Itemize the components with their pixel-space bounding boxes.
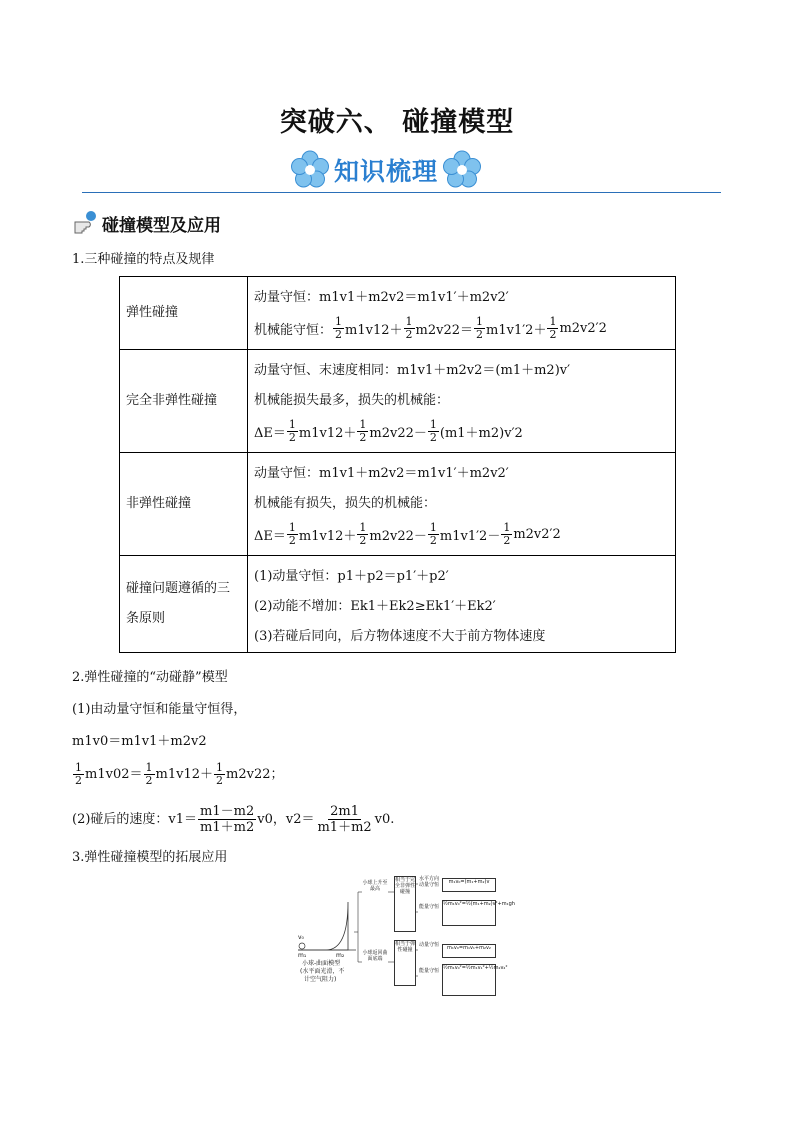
lower-r2-eq: ½m₁v₀²=½m₁v₁²+½m₂v₂²	[442, 964, 496, 996]
lower-r1-label: 动量守恒	[418, 942, 440, 958]
label-v0: v₀	[298, 934, 304, 941]
lower-r2-label: 能量守恒	[418, 968, 440, 984]
fraction: $\frac{1}{2}$	[216, 761, 223, 787]
table-cell-line: (3)若碰后同向，后方物体速度不大于前方物体速度	[254, 628, 546, 644]
upper-r1-eq: m₁v₀=(m₁+m₂)v	[442, 878, 496, 892]
fraction: $\frac{2m1}{m1+m2}$	[317, 804, 372, 835]
table-row	[120, 350, 676, 453]
table-cell-line: (2)动能不增加：Ek1＋Ek2≥Ek1′＋Ek2′	[254, 598, 496, 614]
model-caption: (水平面光滑，不	[300, 968, 345, 975]
header-rule	[82, 192, 721, 193]
upper-r2-eq: ½m₁v₀²=½(m₁+m₂)v²+m₁gh	[442, 900, 496, 926]
fraction: $\frac{1}{2}$	[359, 417, 367, 444]
fraction: $\frac{1}{2}$	[429, 417, 437, 444]
model-caption: 计空气阻力)	[304, 976, 337, 983]
table-cell-line: 机械能有损失，损失的机械能：	[254, 495, 437, 511]
fraction: $\frac{1}{2}$	[503, 520, 511, 547]
table-row	[120, 556, 676, 653]
case-lower: 小球返回曲面底端	[362, 950, 388, 974]
banner-title: 知识梳理	[334, 157, 439, 186]
row-label: 非弹性碰撞	[120, 453, 248, 556]
paragraph-1: 1.三种碰撞的特点及规律	[72, 252, 215, 267]
collision-table	[119, 276, 676, 653]
section-banner	[290, 148, 482, 192]
table-row	[120, 453, 676, 556]
extension-model-diagram	[296, 872, 515, 998]
row-label: 完全非弹性碰撞	[120, 350, 248, 453]
fraction: $\frac{1}{2}$	[75, 761, 82, 787]
row-label: 碰撞问题遵循的三条原则	[120, 556, 248, 653]
page-title: 突破六、 碰撞模型	[279, 107, 515, 138]
equiv-upper: 相当于完全非弹性碰撞	[394, 876, 416, 932]
fraction: $\frac{1}{2}$	[429, 520, 437, 547]
table-cell-line: 动量守恒、末速度相同：m1v1＋m2v2＝(m1＋m2)v′	[254, 362, 571, 378]
lower-r1-eq: m₁v₀=m₁v₁+m₂v₂	[442, 944, 496, 958]
paragraph-2: 2.弹性碰撞的“动碰静”模型	[72, 670, 228, 685]
table-cell-line: 动量守恒：m1v1＋m2v2＝m1v1′＋m2v2′	[254, 465, 509, 481]
fraction: $\frac{1}{2}$	[288, 520, 296, 547]
paragraph-3: (1)由动量守恒和能量守恒得，	[72, 702, 247, 717]
table-cell-line: ΔE＝ $\frac{1}{2}$ m1v12＋ $\frac{1}{2}$ m2v22－ $\frac{1}{2}$ (m1＋m2)v′2	[254, 417, 523, 444]
section-heading-text: 碰撞模型及应用	[102, 215, 221, 236]
table-cell-line: 机械能损失最多，损失的机械能：	[254, 392, 450, 408]
equation-momentum: m1v0＝m1v1＋m2v2	[72, 734, 207, 749]
equation-energy: $\frac{1}{2}$ m1v02＝ $\frac{1}{2}$ m1v12＋ $\frac{1}{2}$ m2v22；	[75, 761, 284, 787]
equiv-lower: 相当于弹性碰撞	[394, 940, 416, 986]
upper-r2-label: 能量守恒	[418, 904, 440, 920]
pointing-hand-icon	[72, 210, 100, 236]
fraction: $\frac{1}{2}$	[359, 520, 367, 547]
case-upper: 小球上升至最高	[362, 880, 388, 904]
flower-icon	[290, 150, 330, 190]
label-m1: m₁	[298, 952, 307, 959]
table-cell-line: 机械能守恒： $\frac{1}{2}$ m1v12＋ $\frac{1}{2}$ m2v22＝ $\frac{1}{2}$ m1v1′2＋ $\frac{1}{2}$ m2v2′2	[254, 314, 607, 341]
model-caption: 小球-曲面模型	[302, 960, 341, 967]
fraction: $\frac{1}{2}$	[549, 314, 557, 341]
table-row	[120, 277, 676, 350]
label-m2: m₂	[336, 952, 345, 959]
row-label: 弹性碰撞	[120, 277, 248, 350]
section-heading	[72, 210, 221, 236]
equation-velocities: (2)碰后的速度：v1＝ $\frac{m1-m2}{m1+m2}$ v0，v2＝ $\frac{2m1}{m1+m2}$ v0.	[72, 804, 395, 835]
fraction: $\frac{m1-m2}{m1+m2}$	[200, 804, 255, 835]
upper-r1-label: 水平方向动量守恒	[418, 876, 440, 892]
fraction: $\frac{1}{2}$	[145, 761, 153, 787]
table-cell-line: (1)动量守恒：p1＋p2＝p1′＋p2′	[254, 568, 449, 584]
table-cell-line: ΔE＝ $\frac{1}{2}$ m1v12＋ $\frac{1}{2}$ m2v22－ $\frac{1}{2}$ m1v1′2－ $\frac{1}{2}$ m2v2′2	[254, 520, 561, 547]
fraction: $\frac{1}{2}$	[405, 314, 413, 341]
flower-icon	[442, 150, 482, 190]
paragraph-7: 3.弹性碰撞模型的拓展应用	[72, 850, 228, 865]
fraction: $\frac{1}{2}$	[476, 314, 484, 341]
table-cell-line: 动量守恒：m1v1＋m2v2＝m1v1′＋m2v2′	[254, 289, 509, 305]
fraction: $\frac{1}{2}$	[335, 314, 343, 341]
fraction: $\frac{1}{2}$	[288, 417, 296, 444]
